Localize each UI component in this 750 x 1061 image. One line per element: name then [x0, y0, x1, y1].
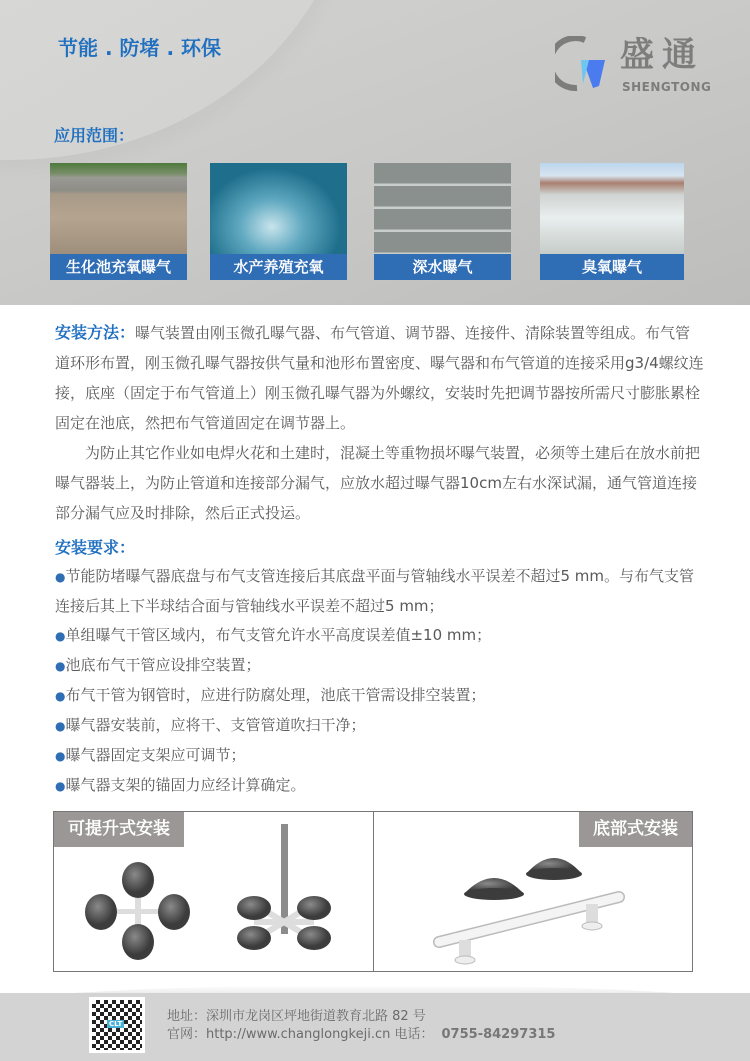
main-content: [55, 318, 705, 972]
logo-text-en: SHENGTONG: [622, 80, 712, 94]
logo-text-cn: 盛通: [620, 35, 704, 75]
bottom-install-label: 底部式安装: [579, 812, 692, 847]
liftable-install-label: 可提升式安装: [54, 812, 184, 847]
aeration-tank-photo: [50, 163, 187, 254]
install-types: [53, 811, 693, 972]
liftable-install-panel: [53, 811, 374, 972]
requirement-item: ● 池底布气干管应设排空装置；: [55, 651, 705, 681]
qr-code[interactable]: [89, 997, 145, 1053]
requirement-item: ● 布气干管为钢管时，应进行防腐处理，池底干管需设排空装置；: [55, 681, 705, 711]
requirement-item: ● 曝气器支架的锚固力应经计算确定。: [55, 771, 705, 801]
install-method-paragraph: [55, 318, 705, 438]
ozone-tank-photo: [540, 163, 684, 254]
contact-info: [167, 1008, 555, 1044]
scope-card-aquaculture: [210, 163, 347, 280]
scope-card-deepwater: [374, 163, 511, 280]
requirements-heading: 安装要求：: [55, 538, 136, 557]
logo-mark-icon: [555, 36, 615, 94]
requirement-item: ● 单组曝气干管区域内，布气支管允许水平高度误差值±10 mm；: [55, 621, 705, 651]
install-method-heading: 安装方法：: [55, 323, 136, 342]
company-logo: [555, 36, 725, 100]
scope-heading: 应用范围：: [54, 126, 135, 145]
requirement-item: ● 曝气器固定支架应可调节；: [55, 741, 705, 771]
scope-label: 深水曝气: [374, 254, 511, 280]
scope-label: 臭氧曝气: [540, 254, 684, 280]
deep-tank-photo: [374, 163, 511, 254]
install-method-text: 曝气装置由刚玉微孔曝气器、布气管道、调节器、连接件、清除装置等组成。布气管道环形布置，刚玉微孔曝气器按供气量和池形布置密度、曝气器和布气管道的连接采用g3/4螺纹连接，底座（固定于布气管道上）刚玉微孔曝气器为外螺纹，安装时先把调节器按所需尺寸膨胀累栓固定在池底，然把布气管道固定在调节器上。: [55, 324, 704, 432]
phone-number: 0755-84297315: [441, 1027, 556, 1042]
address-text: 地址：深圳市龙岗区坪地街道教育北路 82 号: [167, 1009, 426, 1024]
install-method-paragraph-2: 为防止其它作业如电焊火花和土建时，混凝土等重物损坏曝气装置，必须等土建后在放水前把曝气器装上，为防止管道和连接部分漏气，应放水超过曝气器10cm左右水深试漏，通气管道连接部分漏气应及时排除，然后正式投运。: [55, 444, 701, 522]
decorative-arc: [0, 0, 350, 160]
website-text: 官网：http://www.changlongkeji.cn 电话：: [167, 1027, 434, 1042]
header-banner: [0, 0, 750, 305]
fish-farm-photo: [210, 163, 347, 254]
qr-center-label: CLT: [109, 1020, 123, 1028]
scope-card-ozone: [540, 163, 684, 280]
requirement-item: ● 节能防堵曝气器底盘与布气支管连接后其底盘平面与管轴线水平误差不超过5 mm。与布气支管连接后其上下半球结合面与管轴线水平误差不超过5 mm；: [55, 562, 705, 621]
scope-label: 水产养殖充氧: [210, 254, 347, 280]
scope-card-biochem: [50, 163, 187, 280]
page-title: 节能 . 防堵 . 环保: [58, 36, 222, 60]
requirements-list: [55, 562, 705, 801]
scope-label: 生化池充氧曝气: [50, 254, 187, 280]
bottom-install-panel: [373, 811, 693, 972]
requirement-item: ● 曝气器安装前，应将干、支管管道吹扫干净；: [55, 711, 705, 741]
